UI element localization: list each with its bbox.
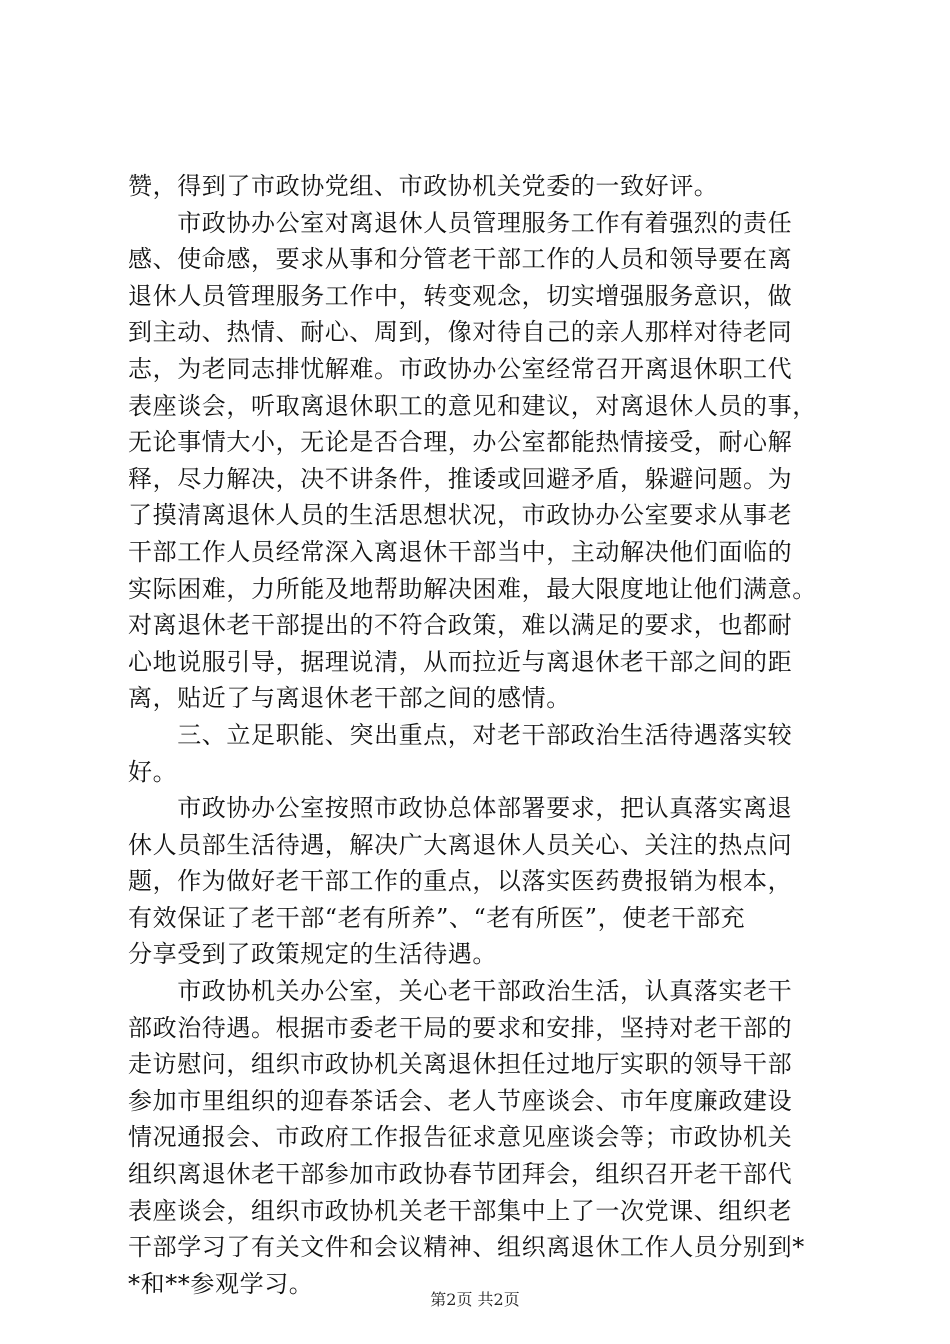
text-line: *和**参观学习。 <box>128 1269 314 1298</box>
text-line: 对离退休老干部提出的不符合政策，难以满足的要求，也都耐 <box>128 611 793 640</box>
text-line: 退休人员管理服务工作中，转变观念，切实增强服务意识，做 <box>128 281 793 310</box>
text-line: 离，贴近了与离退休老干部之间的感情。 <box>128 684 571 713</box>
text-line: 赞，得到了市政协党组、市政协机关党委的一致好评。 <box>128 172 719 200</box>
section-heading-line: 三、立足职能、突出重点，对老干部政治生活待遇落实较 <box>128 720 793 749</box>
text-line: 参加市里组织的迎春茶话会、老人节座谈会、市年度廉政建设 <box>128 1086 793 1115</box>
text-line: 情况通报会、市政府工作报告征求意见座谈会等；市政协机关 <box>128 1123 793 1152</box>
text-line: 休人员部生活待遇，解决广大离退休人员关心、关注的热点问 <box>128 830 793 859</box>
text-line: 释，尽力解决，决不讲条件，推诿或回避矛盾，躲避问题。为 <box>128 464 793 493</box>
text-line: 干部学习了有关文件和会议精神、组织离退休工作人员分别到* <box>128 1233 805 1262</box>
text-line: 市政协办公室对离退休人员管理服务工作有着强烈的责任 <box>128 208 793 237</box>
text-line: 表座谈会，听取离退休职工的意见和建议，对离退休人员的事， <box>128 391 817 420</box>
text-line: 有效保证了老干部“老有所养”、“老有所医”，使老干部充 <box>128 903 746 932</box>
text-line: 市政协机关办公室，关心老干部政治生活，认真落实老干 <box>128 977 793 1006</box>
text-line: 市政协办公室按照市政协总体部署要求，把认真落实离退 <box>128 794 793 823</box>
text-line: 感、使命感，要求从事和分管老干部工作的人员和领导要在离 <box>128 245 793 274</box>
text-line: 分享受到了政策规定的生活待遇。 <box>128 940 497 969</box>
text-line: 题，作为做好老干部工作的重点，以落实医药费报销为根本， <box>128 867 793 896</box>
page-number-footer: 第2页 共2页 <box>430 1290 520 1309</box>
text-line: 干部工作人员经常深入离退休干部当中，主动解决他们面临的 <box>128 537 793 566</box>
text-line: 组织离退休老干部参加市政协春节团拜会，组织召开老干部代 <box>128 1160 793 1189</box>
text-line: 部政治待遇。根据市委老干局的要求和安排，坚持对老干部的 <box>128 1013 793 1042</box>
text-line: 志，为老同志排忧解难。市政协办公室经常召开离退休职工代 <box>128 354 793 383</box>
text-line: 走访慰问，组织市政协机关离退休担任过地厅实职的领导干部 <box>128 1050 793 1079</box>
section-heading-line: 好。 <box>128 757 178 786</box>
text-line: 了摸清离退休人员的生活思想状况，市政协办公室要求从事老 <box>128 501 793 530</box>
text-line: 到主动、热情、耐心、周到，像对待自己的亲人那样对待老同 <box>128 318 793 347</box>
text-line: 实际困难，力所能及地帮助解决困难，最大限度地让他们满意。 <box>128 574 817 603</box>
text-line: 心地说服引导，据理说清，从而拉近与离退休老干部之间的距 <box>128 647 793 676</box>
text-line: 表座谈会，组织市政协机关老干部集中上了一次党课、组织老 <box>128 1196 793 1225</box>
document-body <box>128 168 828 1302</box>
text-line: 无论事情大小，无论是否合理，办公室都能热情接受，耐心解 <box>128 428 793 457</box>
